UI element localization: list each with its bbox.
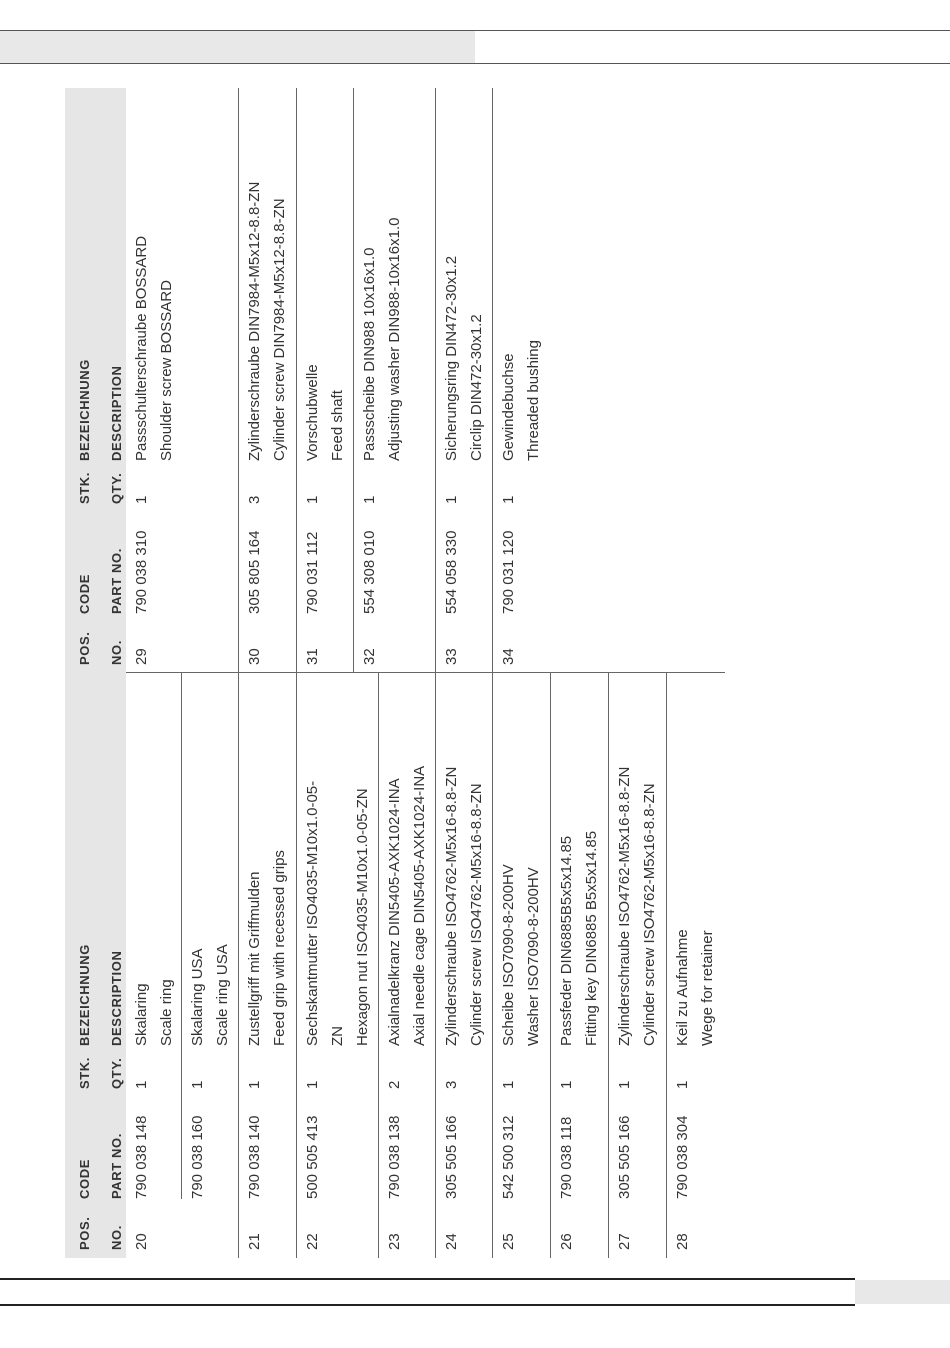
row-code: 554 058 330 (443, 530, 460, 614)
row-desc-de: Skalaring (133, 983, 150, 1046)
table-row (126, 88, 238, 673)
row-code: 554 308 010 (361, 530, 378, 614)
row-desc-de: Gewindebuchse (500, 353, 517, 461)
header-qty: QTY. (109, 472, 124, 504)
header-pos: POS. (77, 631, 92, 665)
row-desc-de: Axialnadelkranz DIN5405-AXK1024-INA (386, 778, 403, 1046)
row-desc-en: Scale ring USA (214, 944, 231, 1046)
row-description (300, 364, 350, 461)
row-pos: 34 (500, 648, 517, 665)
row-code: 305 505 166 (616, 1115, 633, 1199)
row-desc-en: Cylinder screw DIN7984-M5x12-8.8-ZN (271, 198, 288, 461)
row-qty: 1 (304, 1080, 321, 1089)
header-bezeichnung: BEZEICHNUNG (77, 944, 92, 1046)
table-header (65, 673, 126, 1258)
row-desc-en: Cylinder screw ISO4762-M5x16-8.8-ZN (641, 783, 658, 1046)
table-row (239, 673, 296, 1258)
header-code: CODE (77, 1159, 92, 1199)
row-description (496, 340, 546, 461)
row-pos: 20 (133, 1233, 150, 1250)
row-code: 790 038 118 (558, 1116, 575, 1199)
header-no: NO. (109, 1225, 124, 1250)
row-desc-en: Fitting key DIN6885 B5x5x14.85 (583, 830, 600, 1046)
parts-table-right (65, 88, 725, 673)
row-pos: 25 (500, 1233, 517, 1250)
row-desc-de: Sicherungsring DIN472-30x1.2 (443, 255, 460, 461)
table-row (436, 88, 492, 673)
table-row (493, 88, 550, 673)
row-code: 790 031 112 (304, 531, 321, 614)
row-desc-en: Cylinder screw ISO4762-M5x16-8.8-ZN (468, 783, 485, 1046)
row-code: 790 038 304 (674, 1115, 691, 1199)
header-no: NO. (109, 640, 124, 665)
header-stk: STK. (77, 471, 92, 504)
row-desc-en: Hexagon nut ISO4035-M10x1.0-05-ZN (354, 788, 371, 1046)
header-part-no: PART NO. (109, 1133, 124, 1199)
table-row (126, 673, 181, 1258)
row-qty: 1 (304, 495, 321, 504)
header-qty: QTY. (109, 1057, 124, 1089)
row-desc-de: Passschulterschraube BOSSARD (133, 235, 150, 461)
row-desc-en: Wege for retainer (699, 930, 716, 1046)
row-qty: 1 (558, 1080, 575, 1089)
row-description (129, 236, 179, 461)
row-pos: 31 (304, 648, 321, 665)
row-desc-de: Zylinderschraube ISO4762-M5x16-8.8-ZN (616, 766, 633, 1046)
table-row (551, 673, 608, 1258)
row-pos: 29 (133, 648, 150, 665)
row-desc-de: Vorschubwelle (304, 364, 321, 461)
row-code: 790 038 310 (133, 530, 150, 614)
table-row (239, 88, 296, 673)
row-code: 790 031 120 (500, 530, 517, 614)
row-desc-de: Zustellgriff mit Griffmulden (246, 871, 263, 1046)
header-bezeichnung: BEZEICHNUNG (77, 359, 92, 461)
row-description (496, 864, 546, 1046)
row-desc-en: Circlip DIN472-30x1.2 (468, 314, 485, 461)
row-pos: 24 (443, 1233, 460, 1250)
parts-table (65, 88, 725, 1258)
row-description (382, 766, 432, 1046)
row-desc-en: Washer ISO7090-8-200HV (525, 867, 542, 1046)
table-row (297, 673, 378, 1258)
row-qty: 2 (386, 1080, 403, 1089)
row-pos: 30 (246, 648, 263, 665)
row-desc-de: Passfeder DIN6885B5x5x14.85 (558, 835, 575, 1046)
row-code: 790 038 148 (133, 1115, 150, 1199)
row-desc-de: Skalaring USA (189, 948, 206, 1046)
row-desc-en: Shoulder screw BOSSARD (158, 280, 175, 461)
row-code: 305 505 166 (443, 1115, 460, 1199)
row-desc-de: Keil zu Aufnahme (674, 929, 691, 1046)
row-description (185, 944, 235, 1046)
row-code: 790 038 160 (189, 1115, 206, 1199)
header-part-no: PART NO. (109, 548, 124, 614)
table-header (65, 88, 126, 673)
header-pos: POS. (77, 1216, 92, 1250)
table-row (297, 88, 353, 673)
header-description: DESCRIPTION (109, 950, 124, 1046)
row-description (242, 182, 292, 461)
row-qty: 1 (674, 1080, 691, 1089)
row-qty: 1 (133, 1080, 150, 1089)
row-pos: 26 (558, 1233, 575, 1250)
row-code: 500 505 413 (304, 1115, 321, 1199)
footer-line-top (0, 1278, 855, 1280)
row-desc-en: Threaded bushing (525, 340, 542, 461)
row-qty: 1 (246, 1080, 263, 1089)
header-line-bottom (0, 63, 950, 64)
table-row (667, 673, 725, 1258)
row-qty: 3 (443, 1080, 460, 1089)
table-row (354, 88, 435, 673)
row-desc-de-cont: ZN (329, 1026, 346, 1046)
table-row (436, 673, 492, 1258)
table-row (493, 673, 550, 1258)
table-row (379, 673, 435, 1258)
row-description (554, 831, 604, 1046)
row-desc-de: Scheibe ISO7090-8-200HV (500, 864, 517, 1046)
header-stk: STK. (77, 1056, 92, 1089)
row-pos: 27 (616, 1233, 633, 1250)
row-pos: 32 (361, 648, 378, 665)
table-row (182, 673, 238, 1258)
row-qty: 1 (500, 1080, 517, 1089)
row-desc-en: Scale ring (158, 979, 175, 1046)
row-pos: 28 (674, 1233, 691, 1250)
row-desc-en: Feed grip with recessed grips (271, 850, 288, 1046)
row-desc-en: Adjusting washer DIN988-10x16x1.0 (386, 217, 403, 461)
table-row (609, 673, 666, 1258)
row-qty: 1 (616, 1080, 633, 1089)
row-code: 542 500 312 (500, 1115, 517, 1199)
row-qty: 1 (361, 495, 378, 504)
parts-table-left (65, 673, 725, 1258)
footer-line-bottom (0, 1304, 855, 1306)
row-description (439, 767, 489, 1046)
row-qty: 1 (189, 1080, 206, 1089)
row-description (242, 850, 292, 1046)
row-code: 790 038 138 (386, 1115, 403, 1199)
row-desc-de: Passscheibe DIN988 10x16x1.0 (361, 247, 378, 461)
row-qty: 1 (133, 495, 150, 504)
row-pos: 33 (443, 648, 460, 665)
row-pos: 21 (246, 1233, 263, 1250)
header-code: CODE (77, 574, 92, 614)
row-description (300, 781, 375, 1046)
row-desc-de: Zylinderschraube ISO4762-M5x16-8.8-ZN (443, 766, 460, 1046)
row-code: 790 038 140 (246, 1115, 263, 1199)
row-description (129, 979, 179, 1046)
row-qty: 1 (443, 495, 460, 504)
row-desc-en: Feed shaft (329, 390, 346, 461)
header-description: DESCRIPTION (109, 365, 124, 461)
row-pos: 22 (304, 1233, 321, 1250)
row-description (439, 256, 489, 461)
row-description (612, 767, 662, 1046)
row-desc-en: Axial needle cage DIN5405-AXK1024-INA (411, 765, 428, 1046)
footer-block (855, 1280, 950, 1304)
row-desc-de: Zylinderschraube DIN7984-M5x12-8.8-ZN (246, 181, 263, 461)
row-qty: 1 (500, 495, 517, 504)
row-pos: 23 (386, 1233, 403, 1250)
row-qty: 3 (246, 495, 263, 504)
row-desc-de: Sechskantmutter ISO4035-M10x1.0-05- (304, 780, 321, 1046)
row-description (670, 929, 720, 1046)
row-description (357, 218, 407, 461)
row-code: 305 805 164 (246, 530, 263, 614)
header-bar (0, 31, 475, 63)
